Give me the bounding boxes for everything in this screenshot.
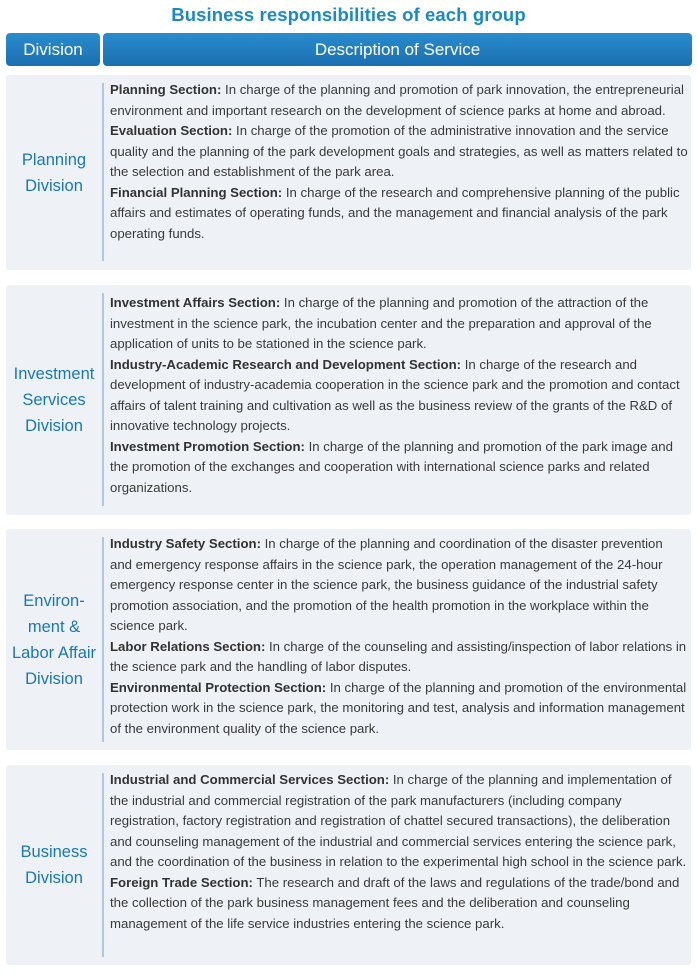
division-name [6,529,102,750]
section-label: Investment Promotion Section: [110,438,305,454]
section-text: In charge of the planning and promotion of the park image and the promotion of the exchanges and cooperation with international science parks and related organizations. [110,438,673,495]
division-name-text: Investment Services Division [13,365,95,435]
section-text: In charge of the planning and coordination of the disaster prevention and emergency response affairs in the science park, the operation management of the 24-hour emergency response center in the science park, the business guidance of the industrial safety promotion association, and the promotion of the health promotion in the workplace within the science park. [110,536,663,633]
section-item [110,437,688,499]
section-label: Environmental Protection Section: [110,679,327,695]
section-item [110,293,688,355]
section-item [110,80,688,121]
section-text: In charge of the promotion of the administrative innovation and the service quality and the planning of the park development goals and strategies, as well as matters related to the selection and establishment of the park area. [110,123,688,179]
table-row [6,285,691,515]
section-text: The research and draft of the laws and regulations of the trade/bond and the collection of the park business management fees and the deliberation and counseling management of the life service industries entering the science park. [110,874,680,931]
division-column-header: Division [6,33,100,66]
division-name-text: Business Division [20,843,88,887]
section-item [110,770,688,873]
division-name [6,765,102,965]
row-divider [102,293,104,506]
section-text: In charge of the planning and promotion of the attraction of the investment in the science park, the incubation center and the preparation and approval of the application of units to be stationed in the science park. [110,295,652,351]
division-name [6,75,102,270]
description-cell [110,80,688,244]
row-divider [102,83,104,261]
section-text: In charge of the planning and implementation of the industrial and commercial registration of the park manufacturers (including company registration, factory registration and registration of chattel secured transactions), the deliberation and counseling management of the industrial and commercial services entering the science park, and the coordination of the business in relation to the experimental high school in the science park. [110,772,687,869]
description-column-header: Description of Service [103,33,692,66]
section-text: In charge of the research and comprehensive planning of the public affairs and estimates of operating funds, and the management and financial analysis of the park operating funds. [110,184,680,241]
section-label: Financial Planning Section: [110,184,283,200]
section-text: In charge of the planning and promotion of the environmental protection work in the science park, the monitoring and test, analysis and information management of the environment quality of the science park. [110,679,687,736]
section-label: Industry-Academic Research and Development Section: [110,356,462,372]
description-cell [110,534,688,739]
section-item [110,873,688,935]
table-row [6,75,691,270]
table-row [6,529,691,750]
section-item [110,678,688,740]
division-name [6,285,102,515]
section-text: In charge of the counseling and assisting/inspection of labor relations in the science park and the handling of labor disputes. [110,638,687,674]
row-divider [102,773,104,957]
section-text: In charge of the research and development of industry-academia cooperation in the science park and the promotion and contact affairs of talent training and cultivation as well as the business review of the grants of the R&D of innovative technology projects. [110,356,680,433]
description-cell [110,293,688,498]
row-divider [102,537,104,742]
section-label: Industry Safety Section: [110,536,261,551]
section-label: Labor Relations Section: [110,638,266,654]
table-row [6,765,691,965]
section-item [110,121,688,183]
section-item [110,183,688,245]
section-item [110,637,688,678]
section-label: Foreign Trade Section: [110,874,253,890]
section-text: In charge of the planning and promotion of park innovation, the entrepreneurial environment and important research on the development of science parks at home and abroad. [110,82,684,118]
section-item [110,534,688,637]
description-cell [110,770,688,934]
section-label: Planning Section: [110,82,222,97]
section-label: Industrial and Commercial Services Section: [110,772,390,787]
section-item [110,355,688,437]
section-label: Investment Affairs Section: [110,295,281,310]
section-label: Evaluation Section: [110,123,233,138]
page-title: Business responsibilities of each group [171,4,526,25]
division-name-text: Planning Division [21,150,87,195]
division-name-text: Environ-ment & Labor Affair Division [11,591,97,688]
